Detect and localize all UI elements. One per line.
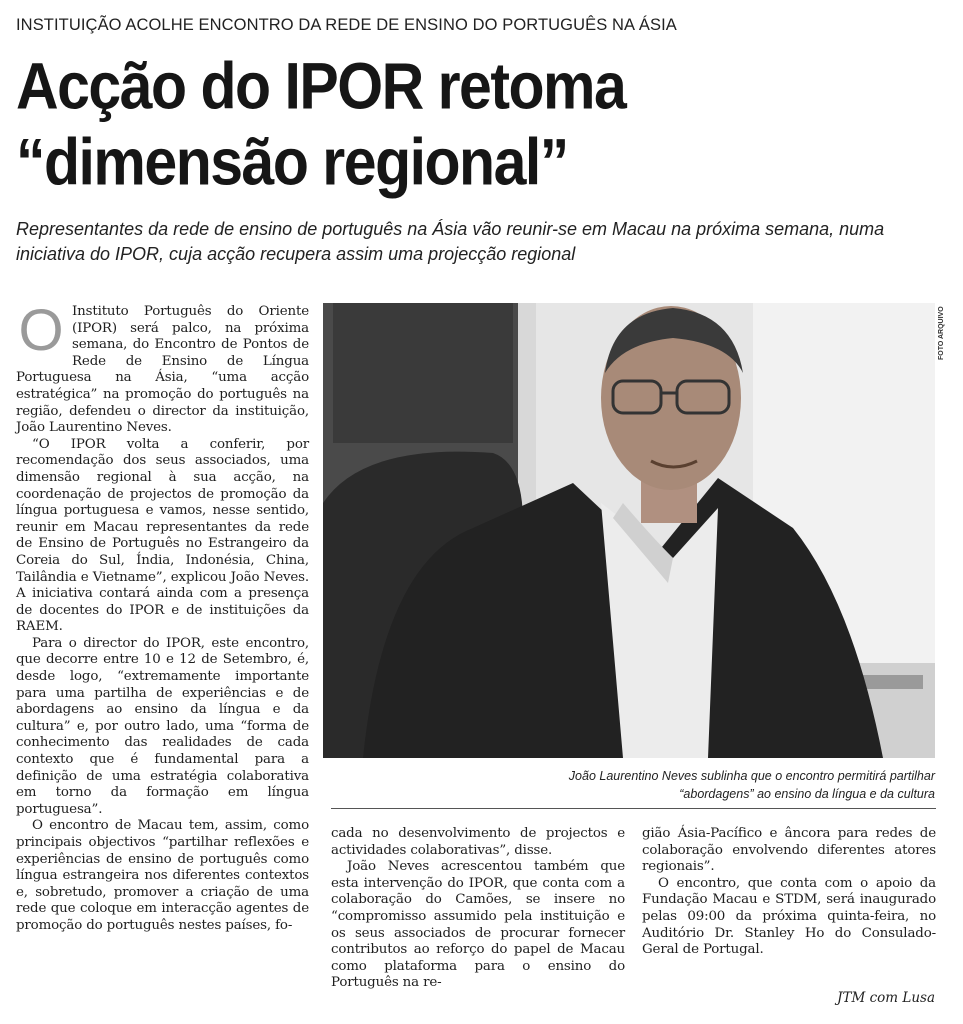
portrait-photo bbox=[323, 303, 935, 758]
photo-credit: FOTO ARQUIVO bbox=[938, 306, 945, 360]
drop-cap: O bbox=[18, 298, 64, 363]
photo-caption: João Laurentino Neves sublinha que o encontro permitirá partilhar “abordagens” ao ensino da língua e da cultura bbox=[568, 769, 935, 801]
paragraph-1-text: Instituto Português do Oriente (IPOR) será palco, na próxima semana, do Encontro de Pontos de Rede de Ensino de Língua Portuguesa na Ásia, “uma acção estratégica” na promoção do português na região, defendeu o director da instituição, João Laurentino Neves. bbox=[16, 304, 309, 436]
article-paragraph-4: O encontro de Macau tem, assim, como principais objectivos “partilhar reflexões e experiências de ensino de português como língua estrangeira nos diferentes contextos e, sobretudo, promover a criação de uma rede que coloque em interacção agentes de promoção do português nestes países, fo- bbox=[16, 818, 309, 933]
article-headline bbox=[16, 48, 946, 200]
article-column-2 bbox=[331, 826, 625, 992]
article-kicker: INSTITUIÇÃO ACOLHE ENCONTRO DA REDE DE ENSINO DO PORTUGUÊS NA ÁSIA bbox=[16, 16, 677, 34]
article-paragraph-2: “O IPOR volta a conferir, por recomendação dos seus associados, uma dimensão regional à sua acção, na coordenação de projectos de promoção da língua portuguesa e vamos, nesse sentido, reunir em Macau representantes da rede de Ensino de Português no Estrangeiro da Coreia do Sul, Índia, Indonésia, China, Tailândia e Vietname”, explicou João Neves. A iniciativa contará ainda com a presença de docentes do IPOR e de instituições da RAEM. bbox=[16, 436, 309, 635]
article-paragraph-1 bbox=[16, 298, 309, 437]
article-column-1 bbox=[16, 298, 309, 935]
headline-line-2: “dimensão regional” bbox=[16, 125, 568, 200]
portrait-illustration bbox=[323, 303, 935, 758]
caption-divider bbox=[331, 808, 936, 809]
article-paragraph-7: gião Ásia-Pacífico e âncora para redes de colaboração envolvendo diferentes atores regionais”. bbox=[642, 826, 936, 875]
headline-line-1: Acção do IPOR retoma bbox=[16, 49, 626, 124]
article-paragraph-3: Para o director do IPOR, este encontro, que decorre entre 10 e 12 de Setembro, é, desde logo, “extremamente importante para uma partilha de experiências e de abordagens ao ensino da língua e da cultura” e, por outro lado, uma “forma de conhecimento das realidades de cada contexto que é fundamental para a definição de uma estratégia colaborativa em torno da formação em língua portuguesa”. bbox=[16, 635, 309, 817]
article-paragraph-6: João Neves acrescentou também que esta intervenção do IPOR, que conta com a colaboração do Camões, se insere no “compromisso assumido pela instituição e os seus associados de procurar fornecer contributos ao reforço do papel de Macau como plataforma para o ensino do Português na re- bbox=[331, 859, 625, 991]
article-paragraph-8: O encontro, que conta com o apoio da Fundação Macau e STDM, será inaugurado pelas 09:00 da próxima quinta-feira, no Auditório Dr. Stanley Ho do Consulado-Geral de Portugal. bbox=[642, 875, 936, 958]
article-paragraph-5: cada no desenvolvimento de projectos e actividades colaborativas”, disse. bbox=[331, 826, 625, 858]
article-column-3 bbox=[642, 826, 936, 959]
article-lead: Representantes da rede de ensino de português na Ásia vão reunir-se em Macau na próxima semana, numa iniciativa do IPOR, cuja acção recupera assim uma projecção regional bbox=[16, 219, 885, 264]
article-signature: JTM com Lusa bbox=[837, 990, 935, 1006]
